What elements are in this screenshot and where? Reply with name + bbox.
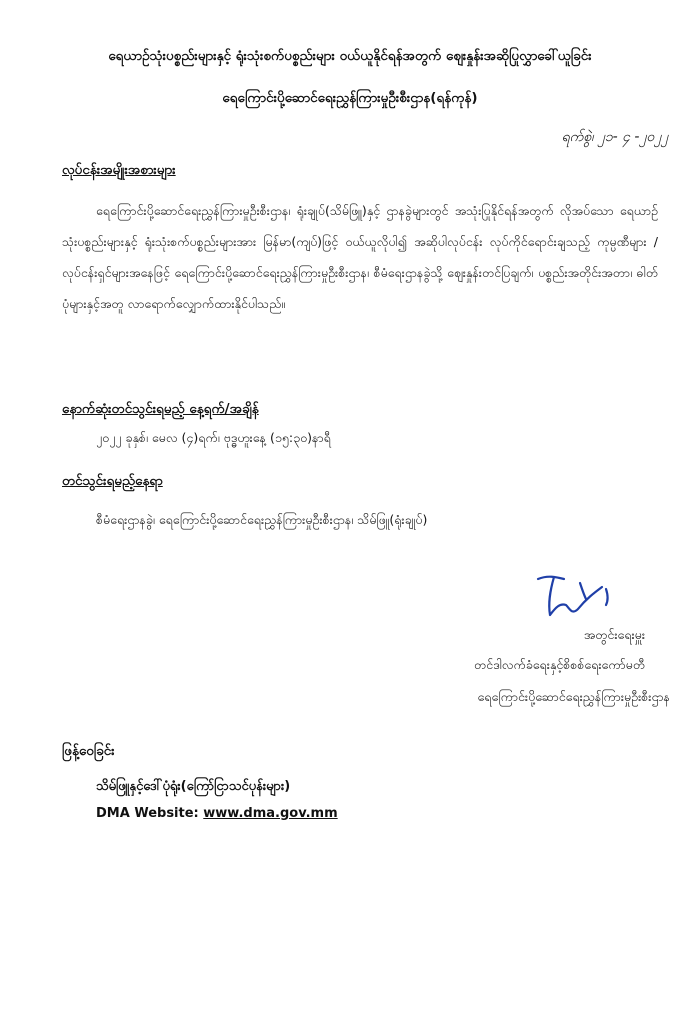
website-link[interactable]: www.dma.gov.mm [203,806,338,821]
submission-place-heading: တင်သွင်းရမည့်နေရာ [62,473,163,489]
distribution-item: သိမ်ဖြူနှင့်ဒေါ်ပုံရုံး(ကြော်ငြာသင်ပုန်းများ) [96,779,291,794]
website-label: DMA Website: [96,806,204,821]
work-type-heading: လုပ်ငန်းအမျိုးအစားများ [62,162,176,178]
submission-place-text: စီမံရေးဌာနခွဲ၊ ရေကြောင်းပို့ဆောင်ရေးညွှန်ကြားမှုဦးစီးဌာန၊ သိမ်ဖြူ(ရုံးချုပ်) [96,512,428,527]
notice-title: ရေယာဉ်သုံးပစ္စည်းများနှင့် ရုံးသုံးစက်ပစ္စည်းများ ဝယ်ယူနိုင်ရန်အတွက် ဈေးနှုန်းအဆိုပြုလွှာခေါ်ယူခြင်း [108,48,592,64]
department-title: ရေကြောင်းပို့ဆောင်ရေးညွှန်ကြားမှုဦးစီးဌာန(ရန်ကုန်) [222,90,478,106]
deadline-text: ၂၀၂၂ ခုနှစ်၊ မေလ (၄)ရက်၊ ဗုဒ္ဓဟူးနေ့ (၁၅:၃၀)နာရီ [96,430,331,445]
notice-date: ရက်စွဲ၊ ၂၁- ၄ -၂၀၂၂ [561,129,668,145]
handwritten-signature [520,565,620,625]
deadline-heading: နောက်ဆုံးတင်သွင်းရမည့် နေ့ရက်/အချိန် [62,401,259,417]
signer-committee: တင်ဒါလက်ခံရေးနှင့်စိစစ်ရေးကော်မတီ [474,657,645,672]
signer-department: ရေကြောင်းပို့ဆောင်ရေးညွှန်ကြားမှုဦးစီးဌာန [477,689,670,704]
distribution-heading: ဖြန့်ဝေခြင်း [62,743,115,759]
work-type-paragraph: ရေကြောင်းပို့ဆောင်ရေးညွှန်ကြားမှုဦးစီးဌာန၊ ရုံးချုပ်(သိမ်ဖြူ)နှင့် ဌာနခွဲများတွင် အသုံးပြုနိုင်ရန်အတွက် လိုအပ်သော ရေယာဉ်သုံးပစ္စည်းများနှင့် ရုံးသုံးစက်ပစ္စည်းများအား မြန်မာ(ကျပ်)ဖြင့် ဝယ်ယူလိုပါ၍ အဆိုပါလုပ်ငန်း လုပ်ကိုင်ရောင်းချသည့် ကုမ္ပဏီများ / လုပ်ငန်းရှင်များအနေဖြင့် ရေကြောင်းပို့ဆောင်ရေးညွှန်ကြားမှုဦးစီးဌာန၊ စီမံရေးဌာနခွဲသို့ ဈေးနှုန်းတင်ပြချက်၊ ပစ္စည်းအတိုင်းအတာ၊ ဓါတ်ပုံများနှင့်အတူ လာရောက်လျှောက်ထားနိုင်ပါသည်။ [62,203,658,311]
signer-title: အတွင်းရေးမှူး [583,627,645,642]
distribution-website [96,806,338,821]
